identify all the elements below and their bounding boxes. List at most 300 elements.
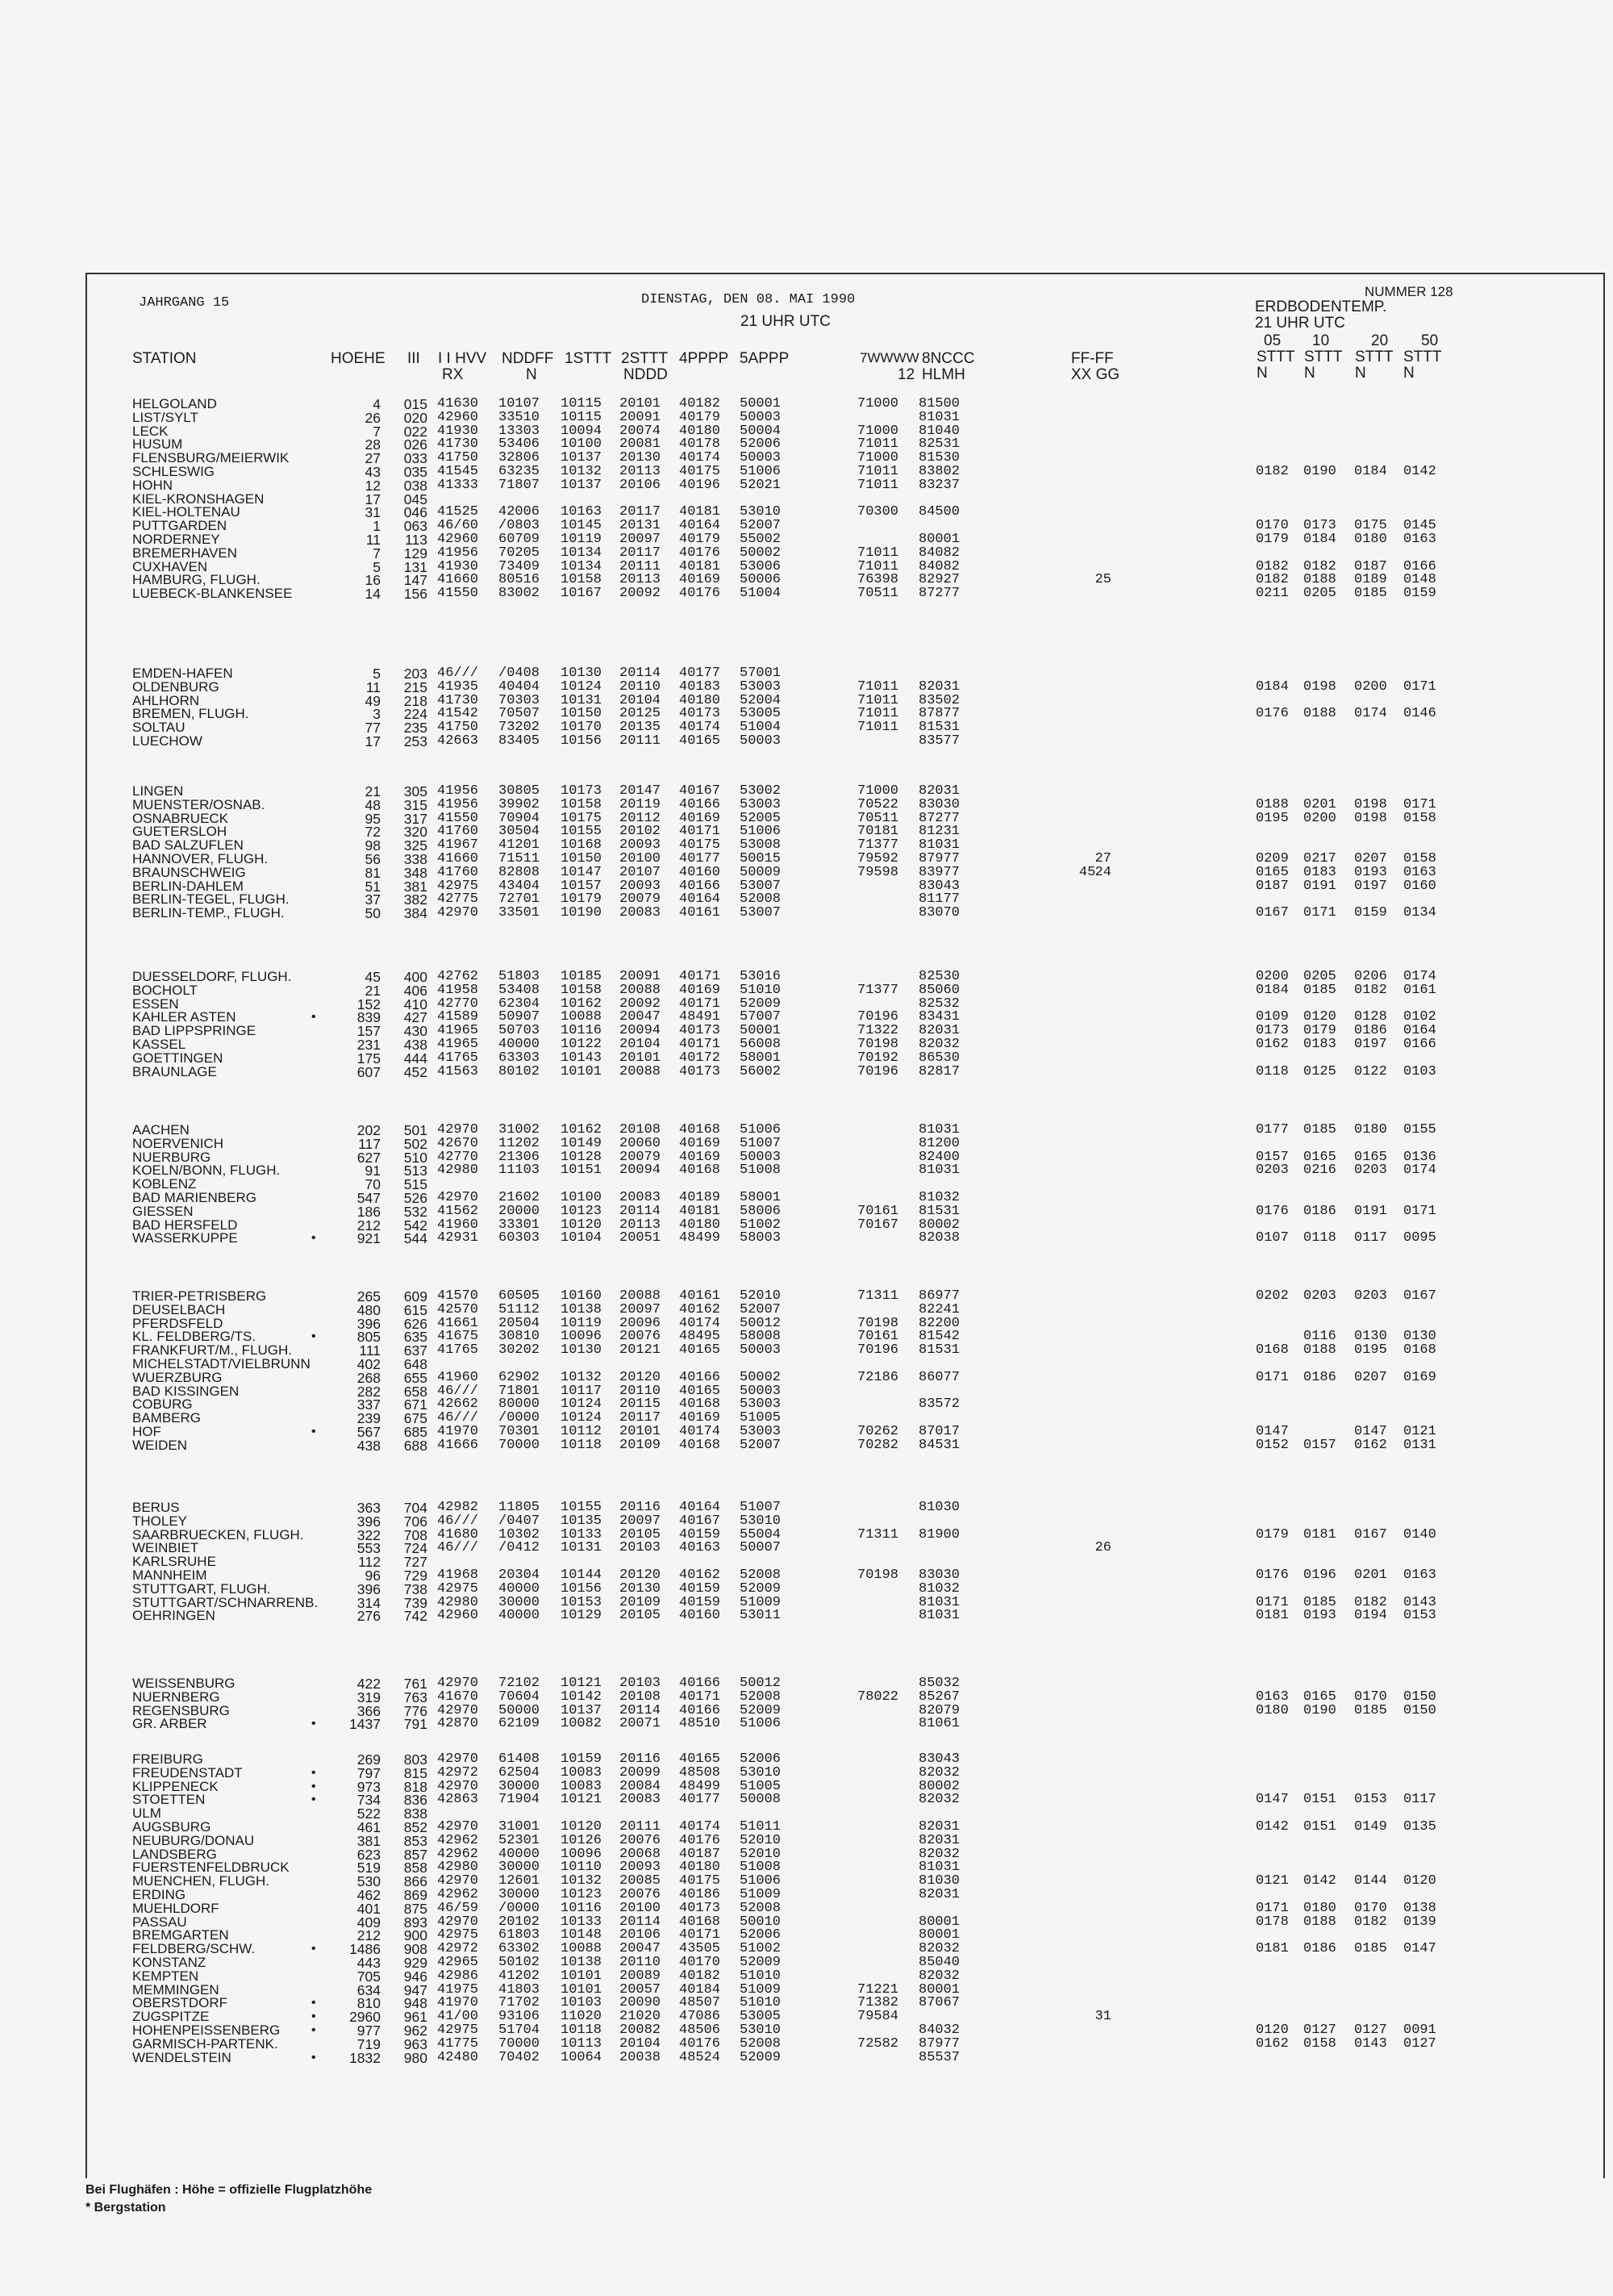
cell-stt2: 20085 [619, 1873, 661, 1889]
cell-appp: 50003 [740, 410, 781, 425]
cell-stt1: 10126 [561, 1833, 602, 1848]
cell-stt2: 20047 [619, 1941, 661, 1956]
cell-hoehe: 462 [356, 1887, 381, 1903]
cell-ihvv: 41550 [437, 586, 479, 601]
cell-ff1: 25 [1094, 572, 1111, 587]
cell-stt2: 20060 [619, 1136, 661, 1151]
cell-s05: 0157 [1256, 1150, 1289, 1165]
cell-stt1: 10159 [561, 1751, 602, 1767]
cell-nddff: 71801 [498, 1384, 540, 1399]
cell-s20: 0159 [1354, 905, 1387, 920]
cell-station: HELGOLAND [132, 396, 217, 411]
cell-wwww: 71011 [857, 706, 899, 721]
cell-ihvv: 46/// [437, 1384, 479, 1399]
cell-hoehe: 438 [356, 1438, 381, 1454]
cell-pppp: 40177 [679, 666, 721, 681]
cell-hoehe: 212 [356, 1217, 381, 1234]
cell-nccc: 84082 [919, 559, 961, 574]
cell-s20: 0149 [1354, 1819, 1387, 1835]
cell-nddff: 62109 [498, 1716, 540, 1731]
cell-s50: 0166 [1403, 1037, 1436, 1052]
cell-stt1: 10104 [561, 1230, 602, 1246]
cell-station: THOLEY [132, 1513, 188, 1529]
col-5appp: 5APPP [740, 350, 790, 367]
cell-nddff: 21602 [498, 1190, 540, 1205]
cell-iii: 113 [405, 532, 427, 548]
cell-s50: 0127 [1403, 2036, 1436, 2052]
cell-nddff: 20504 [498, 1316, 540, 1331]
cell-iii: 046 [403, 504, 427, 520]
cell-iii: 129 [403, 545, 427, 561]
soil-depth-05: 05 [1264, 332, 1282, 349]
cell-ihvv: 42970 [437, 1703, 479, 1718]
cell-hoehe: 396 [356, 1581, 381, 1597]
cell-appp: 52021 [740, 478, 781, 493]
cell-pppp: 40181 [679, 559, 721, 574]
cell-stt2: 20047 [619, 1009, 661, 1025]
cell-wwww: 71011 [857, 545, 899, 561]
cell-stt2: 20083 [619, 1190, 661, 1205]
cell-hoehe: 977 [356, 2023, 381, 2039]
cell-s05: 0171 [1256, 1370, 1289, 1385]
cell-s50: 0174 [1403, 969, 1436, 984]
cell-appp: 51006 [740, 1716, 781, 1731]
cell-wwww: 79584 [857, 2009, 899, 2024]
cell-s10: 0118 [1303, 1230, 1336, 1246]
cell-nddff: /0803 [498, 518, 540, 533]
cell-station: BAD SALZUFLEN [132, 837, 244, 853]
cell-nccc: 82927 [919, 572, 961, 587]
cell-iii: 727 [403, 1554, 427, 1570]
cell-stt2: 20074 [619, 424, 661, 439]
cell-s05: 0187 [1256, 879, 1289, 894]
cell-nddff: /0000 [498, 1410, 540, 1426]
cell-station: LIST/SYLT [132, 410, 198, 425]
cell-ihvv: 42970 [437, 1122, 479, 1138]
cell-s20: 0147 [1354, 1424, 1387, 1439]
cell-hoehe: 1437 [349, 1716, 381, 1732]
cell-s05: 0147 [1256, 1792, 1289, 1807]
cell-stt2: 20092 [619, 996, 661, 1012]
cell-pppp: 48507 [679, 1995, 721, 2010]
cell-nccc: 87017 [919, 1424, 961, 1439]
cell-appp: 53008 [740, 837, 781, 853]
cell-s05: 0142 [1256, 1819, 1289, 1835]
cell-s10: 0186 [1303, 1204, 1336, 1219]
cell-stt1: 10131 [561, 1540, 602, 1555]
cell-station: BAD LIPPSPRINGE [132, 1023, 256, 1038]
cell-stt2: 20135 [619, 720, 661, 735]
cell-station: MANNHEIM [132, 1568, 207, 1583]
cell-stt1: 10100 [561, 1190, 602, 1205]
cell-nddff: 62304 [498, 996, 540, 1012]
soil-sttt-50: STTT [1403, 349, 1442, 365]
cell-stt1: 10115 [561, 410, 602, 425]
cell-s05: 0182 [1256, 572, 1289, 587]
cell-station: NORDERNEY [132, 532, 220, 547]
cell-s50: 0160 [1403, 879, 1436, 894]
cell-ihvv: 41760 [437, 824, 479, 839]
cell-pppp: 40178 [679, 436, 721, 452]
cell-ihvv: 42970 [437, 1779, 479, 1794]
cell-appp: 53002 [740, 783, 781, 799]
cell-s50: 0169 [1403, 1370, 1436, 1385]
cell-iii: 542 [403, 1217, 427, 1234]
cell-nccc: 80002 [919, 1217, 961, 1233]
cell-hoehe: 49 [365, 693, 381, 709]
cell-appp: 52010 [740, 1847, 781, 1862]
cell-appp: 53010 [740, 1765, 781, 1780]
cell-nddff: 30805 [498, 783, 540, 799]
cell-ihvv: 41960 [437, 1370, 479, 1385]
footnote-bergstation: * Bergstation [85, 2201, 166, 2215]
cell-nccc: 87877 [919, 706, 961, 721]
cell-stt2: 20068 [619, 1847, 661, 1862]
cell-s50: 0158 [1403, 851, 1436, 866]
cell-ihvv: 42970 [437, 1914, 479, 1930]
cell-appp: 52010 [740, 1288, 781, 1304]
cell-iii: 738 [403, 1581, 427, 1597]
cell-s50: 0131 [1403, 1438, 1436, 1453]
cell-iii: 763 [403, 1689, 427, 1705]
cell-station: HAMBURG, FLUGH. [132, 572, 260, 587]
cell-stt1: 10175 [561, 811, 602, 826]
cell-station: FELDBERG/SCHW. [132, 1941, 256, 1956]
cell-ihvv: 41675 [437, 1329, 479, 1344]
cell-pppp: 40174 [679, 1316, 721, 1331]
cell-pppp: 40169 [679, 1136, 721, 1151]
cell-nddff: 70402 [498, 2050, 540, 2065]
cell-appp: 50003 [740, 450, 781, 465]
cell-s10: 0217 [1303, 851, 1336, 866]
cell-wwww: 71377 [857, 837, 899, 853]
cell-iii: 875 [403, 1901, 427, 1917]
cell-nddff: /0408 [498, 666, 540, 681]
cell-ihvv: 46/// [437, 1513, 479, 1529]
cell-stt1: 10155 [561, 824, 602, 839]
cell-station: KARLSRUHE [132, 1554, 216, 1569]
cell-ihvv: 42965 [437, 1955, 479, 1970]
cell-stt1: 10163 [561, 504, 602, 520]
cell-s10: 0188 [1303, 572, 1336, 587]
cell-s20: 0198 [1354, 797, 1387, 812]
cell-nddff: 73202 [498, 720, 540, 735]
cell-nddff: 30202 [498, 1342, 540, 1358]
cell-stt1: 10112 [561, 1424, 602, 1439]
cell-iii: 022 [403, 424, 427, 440]
cell-stt1: 10133 [561, 1914, 602, 1930]
cell-iii: 381 [403, 879, 427, 895]
cell-nccc: 81031 [919, 1608, 961, 1623]
cell-s10: 0205 [1303, 586, 1336, 601]
cell-s05: 0182 [1256, 464, 1289, 479]
cell-stt1: 10130 [561, 1342, 602, 1358]
cell-nddff: 71904 [498, 1792, 540, 1807]
soil-n-05: N [1257, 365, 1268, 382]
cell-stt2: 20081 [619, 436, 661, 452]
cell-station: LINGEN [132, 783, 184, 799]
cell-appp: 52006 [740, 1751, 781, 1767]
cell-pppp: 40169 [679, 1410, 721, 1426]
cell-stt2: 20116 [619, 1500, 661, 1515]
cell-nccc: 82032 [919, 1968, 961, 1984]
cell-s50: 0167 [1403, 1288, 1436, 1304]
col-hoehe: HOEHE [331, 350, 386, 367]
cell-s10: 0158 [1303, 2036, 1336, 2052]
cell-stt2: 20110 [619, 1384, 661, 1399]
cell-nddff: 80102 [498, 1064, 540, 1079]
cell-stt1: 10122 [561, 1037, 602, 1052]
cell-stt1: 10120 [561, 1217, 602, 1233]
cell-s50: 0163 [1403, 1568, 1436, 1583]
cell-appp: 52007 [740, 1438, 781, 1453]
cell-wwww: 70161 [857, 1204, 899, 1219]
cell-nccc: 83802 [919, 464, 961, 479]
cell-ihvv: 41589 [437, 1009, 479, 1025]
cell-pppp: 40182 [679, 1968, 721, 1984]
cell-iii: 315 [403, 797, 427, 813]
cell-hoehe: 77 [365, 720, 381, 736]
cell-hoehe: 17 [365, 491, 381, 507]
cell-iii: 305 [403, 783, 427, 799]
cell-hoehe: 2960 [349, 2009, 381, 2025]
cell-pppp: 40165 [679, 1751, 721, 1767]
cell-stt1: 10156 [561, 733, 602, 749]
cell-stt2: 20119 [619, 797, 661, 812]
cell-appp: 52005 [740, 811, 781, 826]
cell-stt2: 20111 [619, 733, 661, 749]
soil-temp-title: ERDBODENTEMP. [1255, 298, 1387, 315]
cell-stt1: 10131 [561, 693, 602, 708]
cell-pppp: 40166 [679, 879, 721, 894]
cell-s10: 0171 [1303, 905, 1336, 920]
cell-s10: 0165 [1303, 1150, 1336, 1165]
cell-pppp: 40180 [679, 1217, 721, 1233]
cell-wwww: 70262 [857, 1424, 899, 1439]
cell-ff1: 24 [1094, 865, 1111, 880]
cell-appp: 52007 [740, 1302, 781, 1317]
cell-iii: 776 [403, 1703, 427, 1719]
cell-station: STUTTGART/SCHNARRENB. [132, 1595, 319, 1610]
cell-stt1: 10160 [561, 1288, 602, 1304]
cell-pppp: 48508 [679, 1765, 721, 1780]
cell-station: SOLTAU [132, 720, 185, 735]
cell-nddff: 50000 [498, 1703, 540, 1718]
cell-appp: 57001 [740, 666, 781, 681]
cell-stt1: 10113 [561, 2036, 602, 2052]
cell-station: FUERSTENFELDBRUCK [132, 1860, 290, 1875]
cell-stt1: 10148 [561, 1927, 602, 1943]
cell-pppp: 40164 [679, 891, 721, 907]
cell-s10: 0151 [1303, 1819, 1336, 1835]
cell-s05: 0176 [1256, 1568, 1289, 1583]
cell-iii: 635 [403, 1329, 427, 1345]
cell-wwww: 70511 [857, 811, 899, 826]
cell-nddff: 40000 [498, 1608, 540, 1623]
cell-hoehe: 396 [356, 1316, 381, 1332]
cell-station: OLDENBURG [132, 679, 219, 695]
cell-s05: 0211 [1256, 586, 1289, 601]
cell-iii: 015 [403, 396, 427, 412]
cell-nddff: 60303 [498, 1230, 540, 1246]
cell-ihvv: 42972 [437, 1941, 479, 1956]
cell-pppp: 40173 [679, 1064, 721, 1079]
cell-appp: 50015 [740, 851, 781, 866]
soil-n-50: N [1403, 365, 1415, 382]
cell-nddff: 30504 [498, 824, 540, 839]
bergstation-marker: • [311, 1942, 316, 1956]
cell-pppp: 40171 [679, 1689, 721, 1705]
cell-wwww: 71322 [857, 1023, 899, 1038]
cell-iii: 708 [403, 1527, 427, 1543]
cell-wwww: 71011 [857, 559, 899, 574]
cell-station: BREMGARTEN [132, 1927, 229, 1943]
bergstation-marker: • [311, 1231, 316, 1245]
cell-hoehe: 839 [356, 1009, 381, 1025]
cell-wwww: 70192 [857, 1050, 899, 1066]
cell-hoehe: 567 [356, 1424, 381, 1440]
cell-station: STOETTEN [132, 1792, 206, 1807]
cell-stt2: 20100 [619, 851, 661, 866]
cell-stt1: 10119 [561, 1316, 602, 1331]
cell-hoehe: 175 [356, 1050, 381, 1067]
cell-nddff: 71511 [498, 851, 540, 866]
cell-stt1: 10151 [561, 1163, 602, 1178]
cell-pppp: 48524 [679, 2050, 721, 2065]
cell-nddff: 12601 [498, 1873, 540, 1889]
cell-ihvv: 42975 [437, 1927, 479, 1943]
cell-appp: 55002 [740, 532, 781, 547]
cell-iii: 026 [403, 436, 427, 453]
cell-stt2: 20088 [619, 1064, 661, 1079]
cell-ihvv: 42980 [437, 1860, 479, 1875]
cell-pppp: 40181 [679, 1204, 721, 1219]
cell-nccc: 82400 [919, 1150, 961, 1165]
cell-iii: 648 [403, 1356, 427, 1372]
cell-pppp: 40169 [679, 572, 721, 587]
cell-s10: 0200 [1303, 811, 1336, 826]
cell-pppp: 48506 [679, 2023, 721, 2038]
cell-station: MICHELSTADT/VIELBRUNN [132, 1356, 311, 1371]
cell-stt2: 20130 [619, 450, 661, 465]
cell-s20: 0197 [1354, 879, 1387, 894]
cell-station: NEUBURG/DONAU [132, 1833, 255, 1848]
cell-stt2: 20083 [619, 905, 661, 920]
cell-station: KEMPTEN [132, 1968, 199, 1984]
cell-nccc: 86530 [919, 1050, 961, 1066]
cell-nddff: 31001 [498, 1819, 540, 1835]
cell-stt1: 10101 [561, 1982, 602, 1998]
cell-s50: 0147 [1403, 1941, 1436, 1956]
cell-appp: 53007 [740, 905, 781, 920]
cell-station: BAD MARIENBERG [132, 1190, 256, 1205]
cell-pppp: 48495 [679, 1329, 721, 1344]
cell-iii: 410 [403, 996, 427, 1012]
jahrgang-label: JAHRGANG 15 [139, 295, 230, 311]
cell-hoehe: 314 [356, 1595, 381, 1611]
cell-station: WASSERKUPPE [132, 1230, 238, 1246]
issue-number: NUMMER 128 [1365, 284, 1453, 299]
cell-s10: 0125 [1303, 1064, 1336, 1079]
cell-pppp: 40169 [679, 1150, 721, 1165]
cell-nccc: 82038 [919, 1230, 961, 1246]
cell-stt2: 20117 [619, 1410, 661, 1426]
cell-appp: 51005 [740, 1410, 781, 1426]
cell-stt1: 10118 [561, 1438, 602, 1453]
cell-ihvv: 42662 [437, 1396, 479, 1412]
cell-pppp: 40180 [679, 693, 721, 708]
cell-stt1: 10096 [561, 1847, 602, 1862]
cell-s05: 0173 [1256, 1023, 1289, 1038]
cell-station: BOCHOLT [132, 983, 198, 998]
cell-nddff: 52301 [498, 1833, 540, 1848]
soil-depth-10: 10 [1312, 332, 1330, 349]
cell-nccc: 85040 [919, 1955, 961, 1970]
cell-stt2: 20125 [619, 706, 661, 721]
cell-stt2: 20117 [619, 545, 661, 561]
cell-station: KIEL-HOLTENAU [132, 504, 240, 520]
cell-station: FREUDENSTADT [132, 1765, 243, 1780]
cell-s05: 0171 [1256, 1595, 1289, 1610]
cell-nccc: 83977 [919, 865, 961, 880]
cell-iii: 045 [403, 491, 427, 507]
cell-hoehe: 480 [356, 1302, 381, 1318]
cell-stt1: 10083 [561, 1779, 602, 1794]
cell-iii: 739 [403, 1595, 427, 1611]
cell-s50: 0158 [1403, 811, 1436, 826]
cell-wwww: 70181 [857, 824, 899, 839]
cell-nccc: 81231 [919, 824, 961, 839]
cell-appp: 53003 [740, 679, 781, 695]
cell-station: LANDSBERG [132, 1847, 217, 1862]
cell-stt2: 20093 [619, 879, 661, 894]
cell-station: OBERSTDORF [132, 1995, 228, 2010]
col-7wwww: 7WWWW [860, 350, 919, 365]
cell-s50: 0145 [1403, 518, 1436, 533]
cell-iii: 658 [403, 1384, 427, 1400]
cell-pppp: 40168 [679, 1438, 721, 1453]
cell-stt2: 20057 [619, 1982, 661, 1998]
cell-pppp: 40170 [679, 1955, 721, 1970]
cell-ihvv: 41958 [437, 983, 479, 998]
cell-hoehe: 269 [356, 1751, 381, 1768]
cell-hoehe: 547 [356, 1190, 381, 1206]
cell-iii: 671 [403, 1396, 427, 1413]
cell-ff1: 26 [1094, 1540, 1111, 1555]
cell-nddff: 30810 [498, 1329, 540, 1344]
cell-ff1: 27 [1094, 851, 1111, 866]
cell-station: WEINBIET [132, 1540, 199, 1555]
cell-appp: 52010 [740, 1833, 781, 1848]
cell-stt1: 10158 [561, 797, 602, 812]
col-rx: RX [442, 366, 464, 383]
cell-ihvv: 41956 [437, 783, 479, 799]
cell-nddff: 32806 [498, 450, 540, 465]
cell-appp: 50002 [740, 1370, 781, 1385]
col-xxgg: XX GG [1071, 366, 1120, 383]
cell-s05: 0177 [1256, 1122, 1289, 1138]
cell-appp: 53007 [740, 879, 781, 894]
cell-hoehe: 921 [356, 1230, 381, 1246]
cell-iii: 384 [403, 905, 427, 921]
cell-nddff: 82808 [498, 865, 540, 880]
cell-stt2: 20131 [619, 518, 661, 533]
cell-hoehe: 81 [365, 865, 381, 881]
cell-stt2: 20104 [619, 2036, 661, 2052]
cell-stt1: 10116 [561, 1023, 602, 1038]
cell-appp: 51009 [740, 1887, 781, 1902]
cell-iii: 852 [403, 1819, 427, 1835]
